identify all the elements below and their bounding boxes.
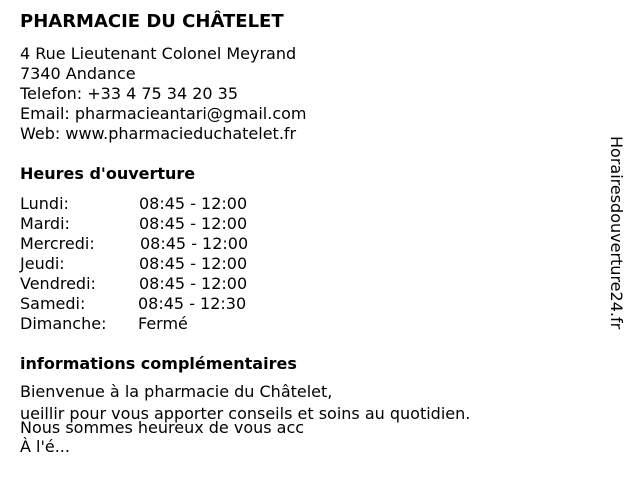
info-line: ueillir pour vous apporter conseils et soins au quotidien. (20, 404, 471, 423)
opening-hours-heading: Heures d'ouverture (20, 164, 196, 183)
time-value: 08:45 - 12:00 (139, 274, 248, 293)
pharmacy-name: PHARMACIE DU CHÂTELET (20, 11, 284, 32)
day-label: Vendredi: (20, 274, 96, 293)
info-line: Nous sommes heureux de vous acc (20, 418, 305, 437)
time-value: 08:45 - 12:00 (139, 214, 248, 233)
hours-row-saturday (20, 294, 320, 314)
additional-info-text (20, 382, 470, 457)
phone-number: Telefon: +33 4 75 34 20 35 (20, 84, 239, 103)
additional-info-heading: informations complémentaires (20, 354, 297, 373)
email-address: Email: pharmacieantari@gmail.com (20, 104, 307, 123)
website-url: Web: www.pharmacieduchatelet.fr (20, 124, 297, 143)
day-label: Lundi: (20, 194, 69, 213)
time-value: 08:45 - 12:30 (138, 294, 247, 313)
time-value: Fermé (138, 314, 188, 333)
source-watermark: Horairesdouverture24.fr (607, 136, 626, 330)
city-postcode: 7340 Andance (20, 64, 136, 83)
day-label: Samedi: (20, 294, 86, 313)
time-value: 08:45 - 12:00 (140, 234, 249, 253)
contact-block (20, 44, 306, 144)
time-value: 08:45 - 12:00 (139, 254, 248, 273)
day-label: Jeudi: (20, 254, 65, 273)
info-line: Bienvenue à la pharmacie du Châtelet, (20, 382, 333, 401)
hours-row-friday (20, 274, 320, 294)
hours-row-thursday (20, 254, 320, 274)
hours-row-monday (20, 194, 320, 214)
day-label: Mardi: (20, 214, 70, 233)
time-value: 08:45 - 12:00 (139, 194, 248, 213)
info-line: À l'é... (20, 437, 70, 456)
hours-row-wednesday (20, 234, 320, 254)
opening-hours-table (20, 194, 320, 334)
street-address: 4 Rue Lieutenant Colonel Meyrand (20, 44, 297, 63)
hours-row-sunday (20, 314, 320, 334)
day-label: Dimanche: (20, 314, 107, 333)
day-label: Mercredi: (20, 234, 95, 253)
hours-row-tuesday (20, 214, 320, 234)
